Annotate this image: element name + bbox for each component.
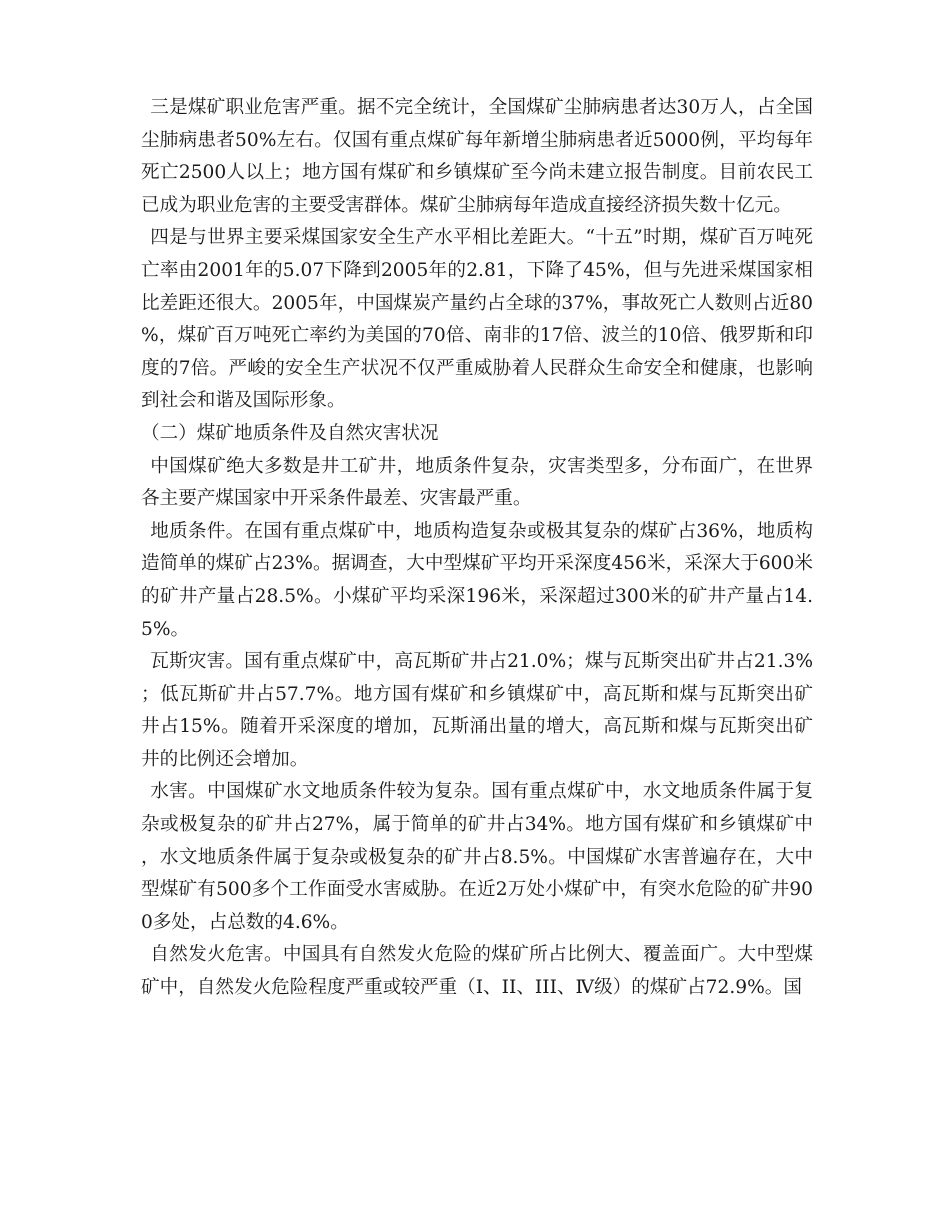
paragraph-water-hazards: 水害。中国煤矿水文地质条件较为复杂。国有重点煤矿中，水文地质条件属于复杂或极复杂的矿井占27%，属于简单的矿井占34%。地方国有煤矿和乡镇煤矿中，水文地质条件属于复杂或极复杂的矿井占8.5%。中国煤矿水害普遍存在，大中型煤矿有500多个工作面受水害威胁。在近2万处小煤矿中，有突水危险的矿井900多处，占总数的4.6%。 [141,781,813,933]
section-heading-geology: （二）煤矿地质条件及自然灾害状况 [141,422,439,444]
paragraph-spontaneous-combustion: 自然发火危害。中国具有自然发火危险的煤矿所占比例大、覆盖面广。大中型煤矿中，自然发火危险程度严重或较严重（Ⅰ、II、III、Ⅳ级）的煤矿占72.9%。国 [141,944,813,999]
paragraph-occupational-hazards: 三是煤矿职业危害严重。据不完全统计，全国煤矿尘肺病患者达30万人，占全国尘肺病患者50%左右。仅国有重点煤矿每年新增尘肺病患者近5000例，平均每年死亡2500人以上；地方国有煤矿和乡镇煤矿至今尚未建立报告制度。目前农民工已成为职业危害的主要受害群体。煤矿尘肺病每年造成直接经济损失数十亿元。 [141,97,813,216]
paragraph-geology-intro: 中国煤矿绝大多数是井工矿井，地质条件复杂，灾害类型多，分布面广，在世界各主要产煤国家中开采条件最差、灾害最严重。 [141,455,813,510]
paragraph-safety-gap: 四是与世界主要采煤国家安全生产水平相比差距大。“十五”时期，煤矿百万吨死亡率由2001年的5.07下降到2005年的2.81，下降了45%，但与先进采煤国家相比差距还很大。2005年，中国煤炭产量约占全球的37%，事故死亡人数则占近80%，煤矿百万吨死亡率约为美国的70倍、南非的17倍、波兰的10倍、俄罗斯和印度的7倍。严峻的安全生产状况不仅严重威胁着人民群众生命安全和健康，也影响到社会和谐及国际形象。 [141,227,813,412]
document-body [141,92,813,1005]
paragraph-gas-hazards: 瓦斯灾害。国有重点煤矿中，高瓦斯矿井占21.0%；煤与瓦斯突出矿井占21.3%；低瓦斯矿井占57.7%。地方国有煤矿和乡镇煤矿中，高瓦斯和煤与瓦斯突出矿井占15%。随着开采深度的增加，瓦斯涌出量的增大，高瓦斯和煤与瓦斯突出矿井的比例还会增加。 [141,651,813,770]
paragraph-geological-conditions: 地质条件。在国有重点煤矿中，地质构造复杂或极其复杂的煤矿占36%，地质构造简单的煤矿占23%。据调查，大中型煤矿平均开采深度456米，采深大于600米的矿井产量占28.5%。小煤矿平均采深196米，采深超过300米的矿井产量占14.5%。 [141,520,813,640]
